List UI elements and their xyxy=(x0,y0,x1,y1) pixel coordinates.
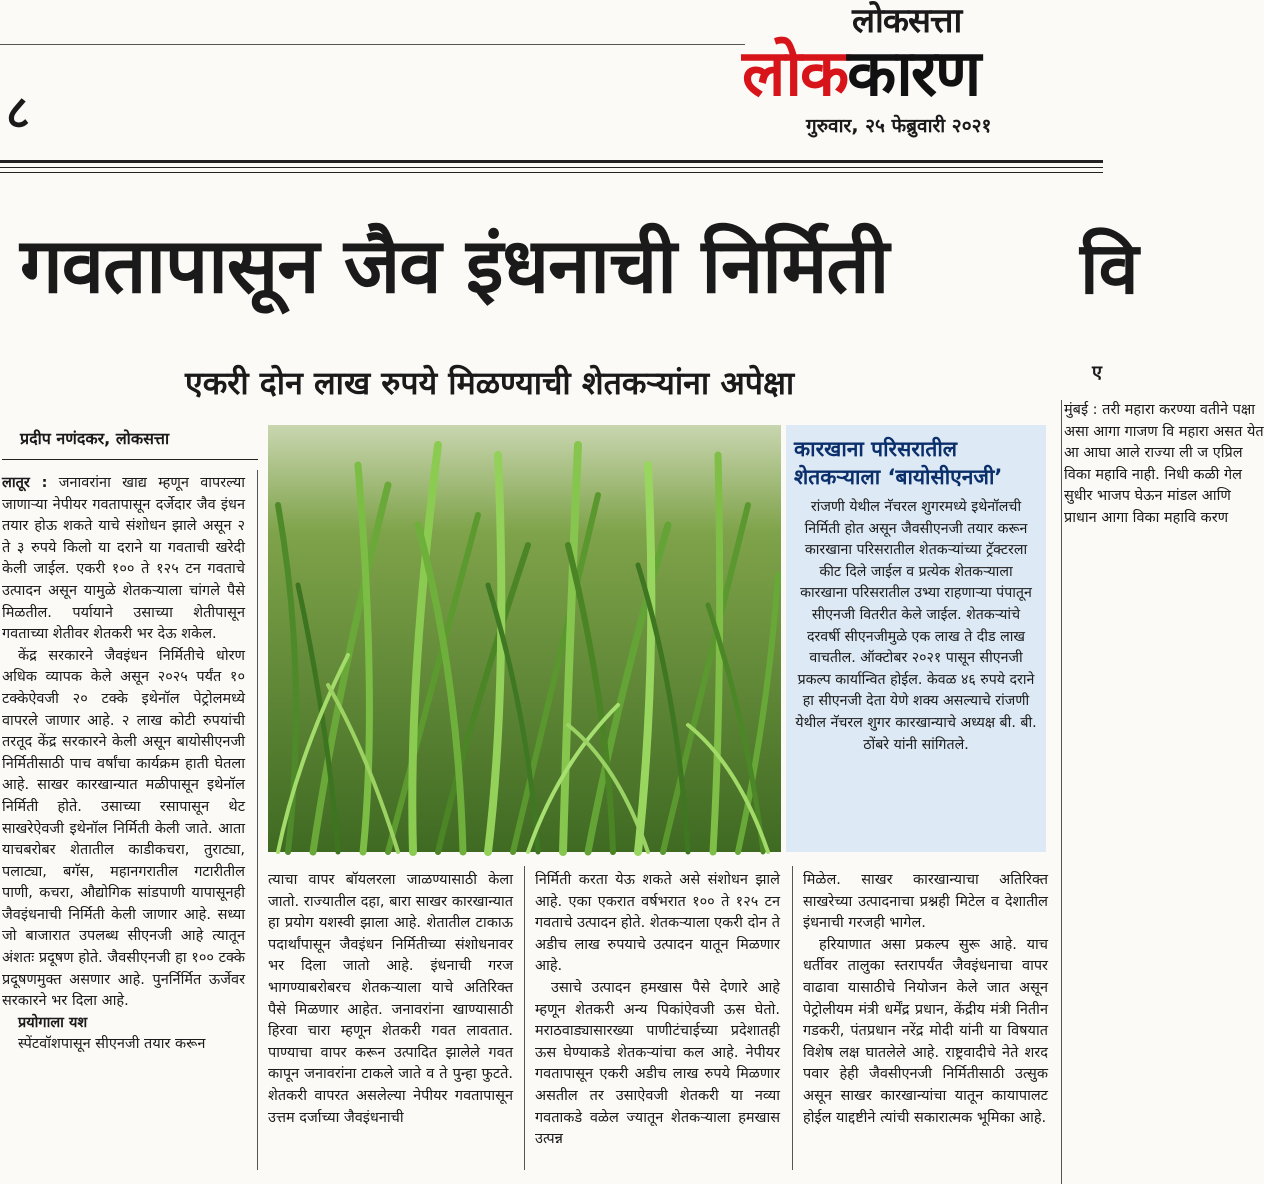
sidebar-title-line-2: शेतकऱ्याला ‘बायोसीएनजी’ xyxy=(794,465,1003,489)
masthead-divider-thick xyxy=(0,160,1103,163)
paragraph: जनावरांना खाद्य म्हणून वापरल्या जाणाऱ्या नेपीयर गवतापासून दर्जेदार जैव इंधन तयार होऊ शकते याचे संशोधन झाले असून २ ते ३ रुपये किलो या दराने या गवताची खरेदी केली जाईल. एकरी १०० ते १२५ टन गवताचे उत्पादन असून यामुळे शेतकऱ्याला चांगले पैसे मिळतील. पर्यायाने उसाच्या शेतीपासून गवताच्या शेतीवर शेतकरी भर देऊ शकेल. xyxy=(2,475,245,643)
next-article-sub-fragment: ए xyxy=(1092,362,1102,383)
article-headline: गवतापासून जैव इंधनाची निर्मिती xyxy=(20,221,889,310)
paragraph: मिळेल. साखर कारखान्याचा अतिरिक्त साखरेच्या उत्पादनाचा प्रश्नही मिटेल व देशातील इंधनाची गरजही भागेल. xyxy=(803,872,1048,932)
brand-red-part: लोक xyxy=(742,37,848,111)
column-rule xyxy=(524,866,525,1170)
next-article-text: मुंबई : तरी महारा करण्या वतीने पक्षा असा आगा गाजण वि महारा असत येत आ आघा आले राज्या ली ज एप्रिल विका महावि नाही. निधी कळी गेल सुधीर भाजप घेऊन मांडल आणि प्राधान आगा विका महावि करण xyxy=(1064,402,1264,526)
dateline: लातूर : xyxy=(2,475,48,491)
paragraph: उसाचे उत्पादन हमखास पैसे देणारे आहे म्हणून शेतकरी अन्य पिकांऐवजी ऊस घेतो. मराठवाड्यासारख्या पाणीटंचाईच्या प्रदेशातही ऊस घेण्याकडे शेतकऱ्यांचा कल आहे. नेपीयर गवतापासून एकरी अडीच लाख रुपये मिळणार असतील तर उसाऐवजी शेतकरी या नव्या गवताकडे वळेल ज्यातून शेतकर्‍याला हमखास उत्पन्न xyxy=(535,979,780,1148)
masthead-divider-thin-2 xyxy=(0,172,1103,173)
article-subheadline: एकरी दोन लाख रुपये मिळण्याची शेतकऱ्यांना अपेक्षा xyxy=(185,364,795,402)
article-column-2 xyxy=(268,870,513,1170)
right-column-rule xyxy=(1061,400,1062,1184)
paragraph: निर्मिती करता येऊ शकते असे संशोधन झाले आहे. एका एकरात वर्षभरात १०० ते १२५ टन गवताचे उत्पादन होते. शेतकऱ्याला एकरी दोन ते अडीच लाख रुपयाचे उत्पादन यातून मिळणार आहे. xyxy=(535,872,780,975)
issue-date: गुरुवार, २५ फेब्रुवारी २०२१ xyxy=(806,115,992,137)
brand-lokkaran xyxy=(742,38,979,110)
sidebar-box xyxy=(786,425,1046,852)
next-article-title-fragment: वि xyxy=(1080,226,1139,310)
column-rule xyxy=(792,866,793,1170)
article-column-1 xyxy=(2,473,245,1173)
sidebar-title-line-1: कारखाना परिसरातील xyxy=(794,437,958,461)
sidebar-text: रांजणी येथील नॅचरल शुगरमध्ये इथेनॉलची निर्मिती होत असून जैवसीएनजी तयार करून कारखाना परिसरातील शेतकऱ्यांच्या ट्रॅक्टरला कीट दिले जाईल व प्रत्येक शेतकर्‍याला कारखाना परिसरातील उभ्या राहणाऱ्या पंपातून सीएनजी वितरीत केले जाईल. शेतकर्‍यांचे दरवर्षी सीएनजीमुळे एक लाख ते दीड लाख वाचतील. ऑक्टोबर २०२१ पासून सीएनजी प्रकल्प कार्यान्वित होईल. केवळ ४६ रुपये दराने हा सीएनजी देता येणे शक्य असल्याचे रांजणी येथील नॅचरल शुगर कारखान्याचे अध्यक्ष बी. बी. ठोंबरे यांनी सांगितले. xyxy=(795,499,1037,753)
masthead-rule xyxy=(0,44,745,45)
article-column-4 xyxy=(803,870,1048,1170)
paragraph: स्पेंटवॉशपासून सीएनजी तयार करून xyxy=(18,1036,206,1053)
paragraph: त्याचा वापर बॉयलरला जाळण्यासाठी केला जातो. राज्यातील दहा, बारा साखर कारखान्यात हा प्रयोग यशस्वी झाला आहे. शेतातील टाकाऊ पदार्थांपासून जैवइंधन निर्मितीच्या संशोधनावर भर दिला जातो आहे. इंधनाची गरज भागण्याबरोबरच शेतकऱ्याला याचे अतिरिक्त पैसे मिळणार आहेत. जनावरांना खाण्यासाठी हिरवा चारा म्हणून शेतकरी गवत लावतात. पाण्याचा वापर करून उत्पादित झालेले गवत कापून जनावरांना टाकले जाते व ते पुन्हा फुटते. शेतकरी वापरत असलेल्या नेपीयर गवतापासून उत्तम दर्जाच्या जैवइंधनाची xyxy=(268,872,513,1126)
paragraph: हरियाणात असा प्रकल्प सुरू आहे. याच धर्तीवर तालुका स्तरापर्यंत जैवइंधनाचा वापर वाढावा यासाठीचे नियोजन केले जात असून पेट्रोलीयम मंत्री धर्मेंद्र प्रधान, केंद्रीय मंत्री नितीन गडकरी, पंतप्रधान नरेंद्र मोदी यांनी या विषयात विशेष लक्ष घातलेले आहे. राष्ट्रवादीचे नेते शरद पवार हेही जैवसीएनजी निर्मितीसाठी उत्सुक असून साखर कारखान्यांचा यातून कायापालट होईल याद्दष्टीने त्यांची सकारात्मक भूमिका आहे. xyxy=(803,936,1048,1126)
article-column-3 xyxy=(535,870,780,1170)
brand-black-part: कारण xyxy=(847,37,980,111)
page-number: ८ xyxy=(6,85,30,139)
brand-loksatta: लोकसत्ता xyxy=(852,1,962,41)
byline: प्रदीप नणंदकर, लोकसत्ता xyxy=(20,429,170,448)
next-article-column xyxy=(1064,400,1264,1184)
napier-grass-photo xyxy=(268,425,781,852)
masthead-divider-thin xyxy=(0,167,1103,168)
section-subhead: प्रयोगाला यश xyxy=(18,1014,88,1031)
paragraph: केंद्र सरकारने जैवइंधन निर्मितीचे धोरण अधिक व्यापक केले असून २०२५ पर्यंत १० टक्केऐवजी २० टक्के इथेनॉल पेट्रोलमध्ये वापरले जाणार आहे. २ लाख कोटी रुपयांची तरतूद केंद्र सरकारने केली असून बायोसीएनजी निर्मितीसाठी पाच वर्षांचा कार्यक्रम हाती घेतला आहे. साखर कारखान्यात मळीपासून इथेनॉल निर्मिती होते. उसाच्या रसापासून थेट साखरेऐवजी इथेनॉल निर्मिती केली जाते. आता याचबरोबर शेतातील काडीकचरा, तुराट्या, पलाट्या, बगॅस, महानगरातील गटारीतील पाणी, कचरा, औद्योगिक सांडपाणी यापासूनही जैवइंधनाची निर्मिती केली जाणार आहे. सध्या जो बाजारात उपलब्ध सीएनजी आहे त्यातून अंशतः प्रदूषण होते. जैवसीएनजी हा १०० टक्के प्रदूषणमुक्त असणार आहे. पुनर्निर्मित ऊर्जेवर सरकारने भर दिला आहे. xyxy=(2,647,245,1010)
byline-rule xyxy=(2,459,258,460)
column-rule xyxy=(257,470,258,1170)
